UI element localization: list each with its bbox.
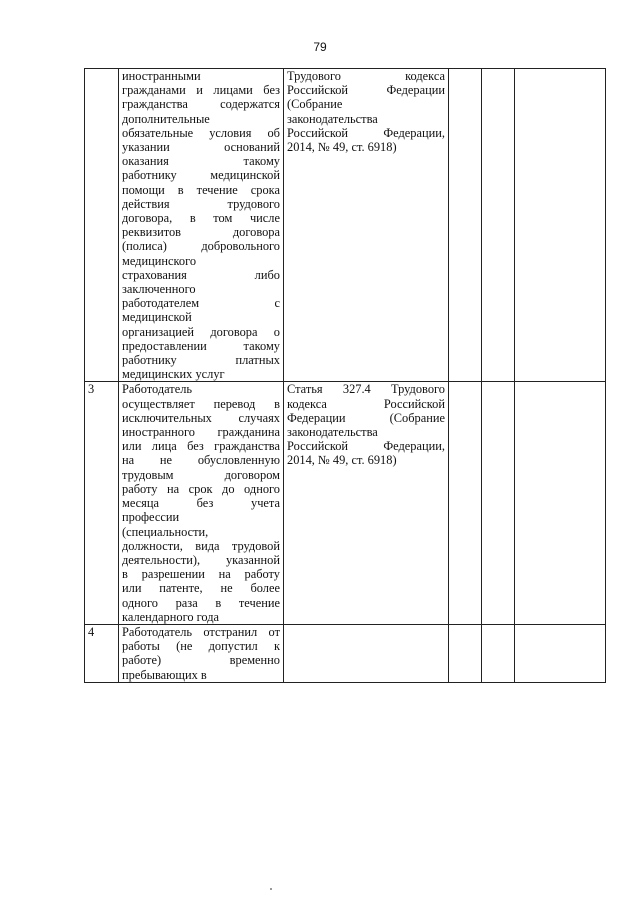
requirement-line: (полиса) добровольного bbox=[122, 239, 280, 254]
law-reference-line: Российской Федерации bbox=[287, 83, 445, 98]
row-number-cell: 3 bbox=[85, 382, 119, 624]
requirement-line: организацией договора о bbox=[122, 324, 280, 339]
requirement-line: месяца без учета bbox=[122, 496, 280, 511]
requirements-table-body bbox=[85, 69, 606, 683]
requirement-line: страхования либо bbox=[122, 267, 280, 282]
requirement-line: гражданами и лицами без bbox=[122, 83, 280, 98]
answer-no-cell bbox=[482, 69, 515, 382]
requirement-line: Работодатель bbox=[122, 382, 193, 397]
requirement-line: в разрешении на работу bbox=[122, 567, 280, 582]
requirement-line: работнику медицинской bbox=[122, 168, 280, 183]
requirement-line: деятельности), указанной bbox=[122, 552, 280, 567]
law-reference-line: Трудового кодекса bbox=[287, 69, 445, 83]
requirement-line: оказания такому bbox=[122, 154, 280, 169]
law-reference-line: законодательства bbox=[287, 111, 378, 126]
requirement-line: дополнительные bbox=[122, 111, 210, 126]
answer-no-cell bbox=[482, 624, 515, 682]
law-reference-line: (Собрание bbox=[287, 97, 343, 112]
answer-yes-cell bbox=[449, 382, 482, 624]
requirement-cell bbox=[119, 69, 284, 382]
requirement-line: Работодатель отстранил от bbox=[122, 624, 280, 639]
requirement-line: договора, в том числе bbox=[122, 211, 280, 226]
requirement-line: обязательные условия об bbox=[122, 125, 280, 140]
requirement-line: профессии bbox=[122, 510, 180, 525]
law-reference-line: Статья 327.4 Трудового bbox=[287, 382, 445, 397]
requirement-cell bbox=[119, 382, 284, 624]
requirements-table bbox=[84, 68, 606, 683]
row-number-cell: 4 bbox=[85, 624, 119, 682]
requirement-line: исключительных случаях bbox=[122, 410, 280, 425]
table-row bbox=[85, 69, 606, 382]
requirement-line: иностранными bbox=[122, 69, 201, 83]
law-reference-line: кодекса Российской bbox=[287, 396, 445, 411]
law-reference-line: Российской Федерации, bbox=[287, 439, 445, 454]
requirement-line: работе) временно bbox=[122, 653, 280, 668]
requirement-line: работнику платных bbox=[122, 353, 280, 368]
requirement-line: действия трудового bbox=[122, 196, 280, 211]
requirement-line: календарного года bbox=[122, 609, 220, 624]
answer-yes-cell bbox=[449, 69, 482, 382]
requirement-line: помощи в течение срока bbox=[122, 182, 280, 197]
not-applicable-cell bbox=[515, 69, 606, 382]
requirement-line: одного раза в течение bbox=[122, 595, 280, 610]
answer-no-cell bbox=[482, 382, 515, 624]
requirement-line: реквизитов договора bbox=[122, 225, 280, 240]
law-reference-cell bbox=[284, 624, 449, 682]
requirement-line: на не обусловленную bbox=[122, 453, 280, 468]
page-number: 79 bbox=[313, 40, 327, 54]
requirement-line: заключенного bbox=[122, 282, 196, 297]
requirement-line: работы (не допустил к bbox=[122, 639, 280, 654]
law-reference-line: 2014, № 49, ст. 6918) bbox=[287, 140, 397, 155]
law-reference-cell bbox=[284, 382, 449, 624]
law-reference-cell bbox=[284, 69, 449, 382]
requirement-line: должности, вида трудовой bbox=[122, 538, 280, 553]
requirement-line: работодателем с bbox=[122, 296, 280, 311]
requirement-line: пребывающих в bbox=[122, 667, 207, 682]
requirement-line: предоставлении такому bbox=[122, 338, 280, 353]
requirement-line: осуществляет перевод в bbox=[122, 396, 280, 411]
requirement-line: трудовым договором bbox=[122, 467, 280, 482]
requirement-line: работу на срок до одного bbox=[122, 481, 280, 496]
requirement-line: гражданства содержатся bbox=[122, 97, 280, 112]
requirement-line: медицинских услуг bbox=[122, 367, 225, 382]
table-row bbox=[85, 624, 606, 682]
not-applicable-cell bbox=[515, 624, 606, 682]
scan-dot bbox=[270, 888, 272, 890]
requirement-line: медицинского bbox=[122, 253, 197, 268]
table-row bbox=[85, 382, 606, 624]
answer-yes-cell bbox=[449, 624, 482, 682]
requirement-line: или лица без гражданства bbox=[122, 439, 280, 454]
requirement-cell bbox=[119, 624, 284, 682]
not-applicable-cell bbox=[515, 382, 606, 624]
requirement-line: или патенте, не более bbox=[122, 581, 280, 596]
law-reference-line: законодательства bbox=[287, 425, 378, 440]
requirement-line: указании оснований bbox=[122, 140, 280, 155]
law-reference-line: Российской Федерации, bbox=[287, 125, 445, 140]
row-number-cell bbox=[85, 69, 119, 382]
requirement-line: иностранного гражданина bbox=[122, 425, 280, 440]
requirement-line: медицинской bbox=[122, 310, 192, 325]
requirement-line: (специальности, bbox=[122, 524, 209, 539]
law-reference-line: 2014, № 49, ст. 6918) bbox=[287, 453, 397, 468]
law-reference-line: Федерации (Собрание bbox=[287, 410, 445, 425]
